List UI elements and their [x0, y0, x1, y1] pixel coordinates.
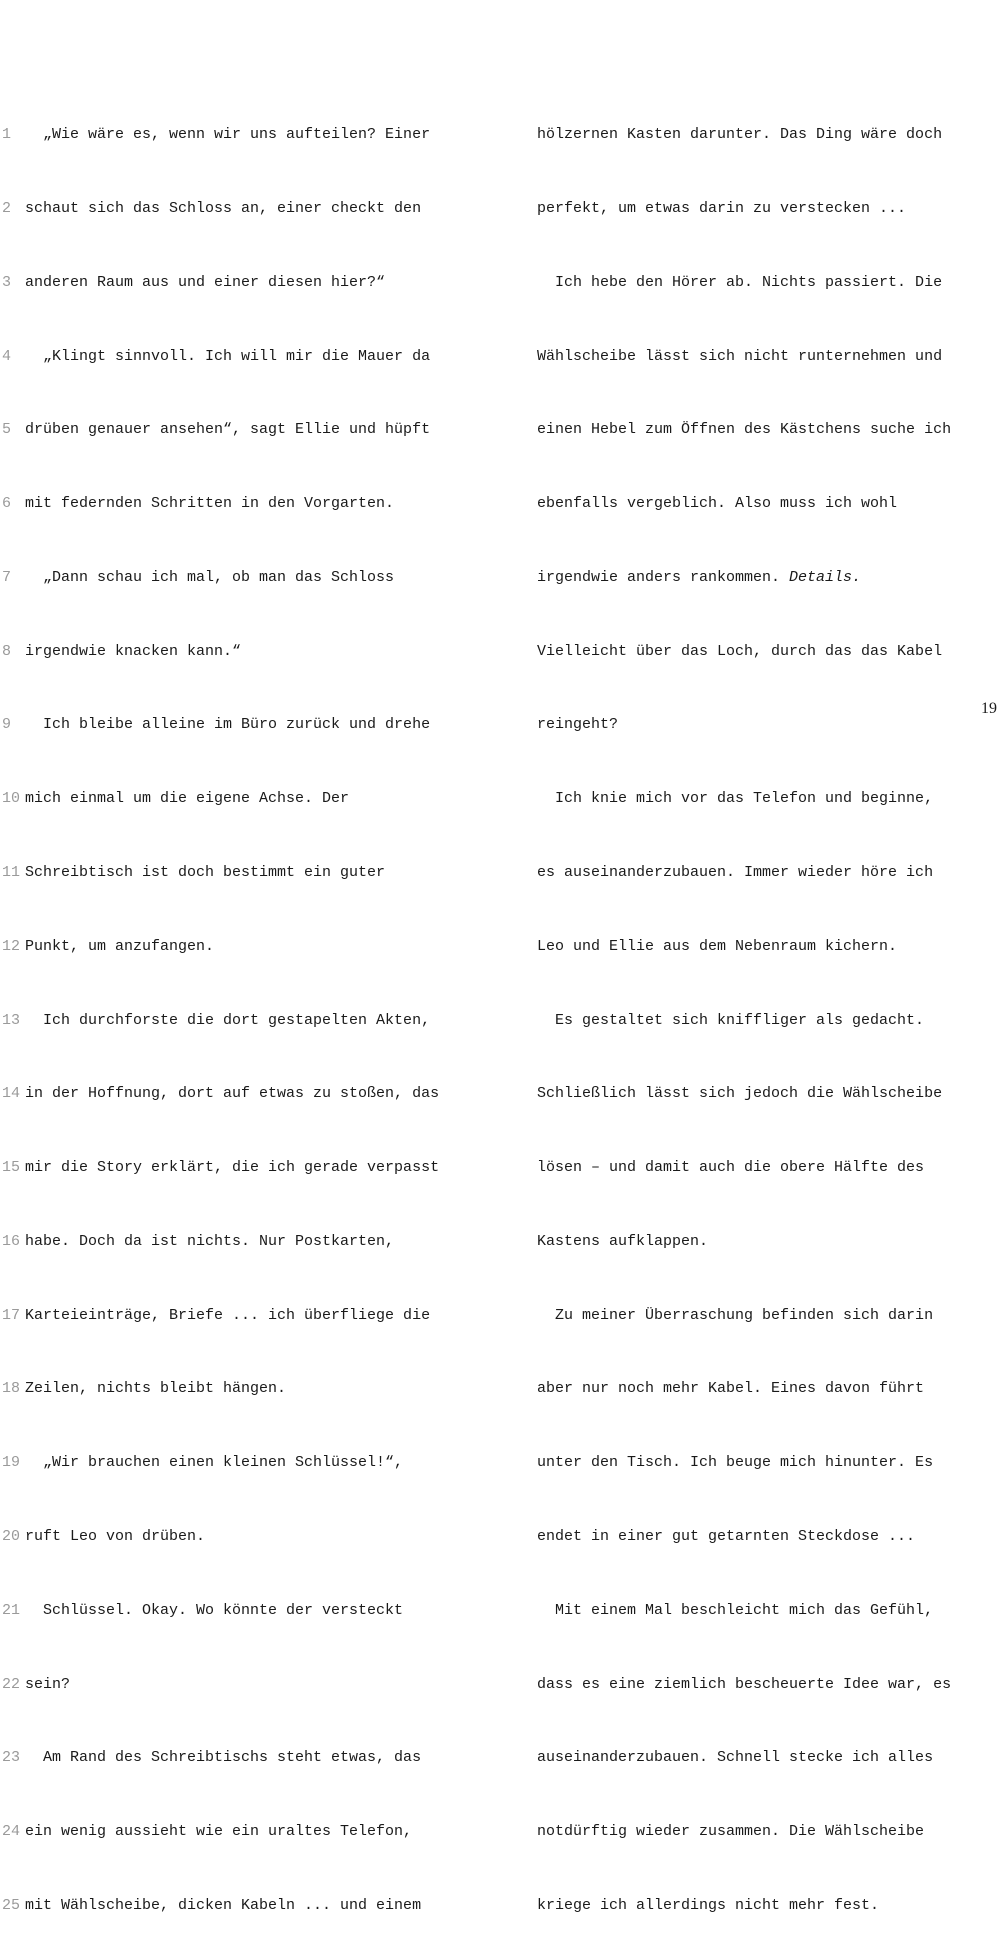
line-text: sein? [25, 1675, 71, 1693]
line-number: 17 [2, 1306, 21, 1324]
text-line [0, 713, 500, 738]
line-text-italic: Details. [789, 568, 862, 586]
text-line [0, 1082, 500, 1107]
line-number: 11 [2, 864, 21, 881]
text-line [537, 1377, 997, 1402]
line-text-plain: irgendwie anders rankommen. [537, 568, 790, 586]
text-line [0, 345, 500, 370]
text-line [0, 1746, 500, 1771]
line-number: 6 [2, 495, 12, 513]
line-text: Ich hebe den Hörer ab. Nichts passiert. Die [537, 273, 943, 291]
text-line [537, 1082, 997, 1107]
text-line [0, 1451, 500, 1476]
text-line [537, 566, 997, 591]
text-line [537, 1156, 997, 1181]
text-line [0, 1230, 500, 1255]
line-number: 16 [2, 1232, 21, 1250]
line-number: 21 [2, 1601, 21, 1619]
text-line [537, 1673, 997, 1698]
line-text: Ich knie mich vor das Telefon und beginne, [537, 790, 934, 808]
line-text: Vielleicht über das Loch, durch das das Kabel [537, 642, 943, 660]
line-text: kriege ich allerdings nicht mehr fest. [537, 1896, 880, 1914]
line-text: mir die Story erklärt, die ich gerade verpasst [25, 1159, 440, 1177]
line-number: 18 [2, 1380, 21, 1398]
line-text: Karteieinträge, Briefe ... ich überfliege die [25, 1306, 431, 1324]
left-column [0, 74, 500, 1943]
text-line [0, 640, 500, 665]
text-line [0, 271, 500, 296]
line-number: 23 [2, 1749, 21, 1767]
line-number: 10 [2, 790, 21, 808]
line-number: 5 [2, 421, 12, 439]
line-text: Schreibtisch ist doch bestimmt ein guter [25, 864, 386, 881]
text-line [537, 345, 997, 370]
text-line [0, 787, 500, 812]
text-line [537, 1525, 997, 1550]
page-number: 19 [981, 700, 997, 717]
text-line [0, 935, 500, 960]
line-text: in der Hoffnung, dort auf etwas zu stoßen, das [25, 1085, 440, 1103]
line-text: Ich bleibe alleine im Büro zurück und drehe [25, 716, 431, 734]
line-text [537, 566, 997, 591]
line-text: mich einmal um die eigene Achse. Der [25, 790, 350, 808]
text-line [537, 640, 997, 665]
text-line [537, 1230, 997, 1255]
text-line [0, 1009, 500, 1034]
text-line [537, 935, 997, 960]
text-line [537, 1746, 997, 1771]
line-text: Zu meiner Überraschung befinden sich darin [537, 1306, 934, 1324]
line-number: 19 [2, 1454, 21, 1472]
text-line [537, 123, 997, 148]
text-line [0, 1599, 500, 1624]
line-text: schaut sich das Schloss an, einer checkt den [25, 199, 422, 217]
line-text: anderen Raum aus und einer diesen hier?“ [25, 273, 386, 291]
line-text: Mit einem Mal beschleicht mich das Gefühl, [537, 1601, 934, 1619]
line-text: aber nur noch mehr Kabel. Eines davon führt [537, 1380, 925, 1398]
line-text: endet in einer gut getarnten Steckdose ... [537, 1528, 916, 1546]
line-text: ruft Leo von drüben. [25, 1528, 206, 1546]
line-text: „Wie wäre es, wenn wir uns aufteilen? Einer [25, 126, 431, 144]
line-text: perfekt, um etwas darin zu verstecken ... [537, 199, 907, 217]
line-text: Leo und Ellie aus dem Nebenraum kichern. [537, 937, 898, 955]
text-line [537, 492, 997, 517]
line-number: 2 [2, 199, 12, 217]
line-text: Punkt, um anzufangen. [25, 937, 215, 955]
line-number: 12 [2, 937, 21, 955]
text-line [0, 1820, 500, 1845]
line-text: irgendwie knacken kann.“ [25, 642, 242, 660]
right-column [537, 74, 997, 1943]
text-line [0, 123, 500, 148]
text-line [537, 787, 997, 812]
line-number: 3 [2, 273, 12, 291]
text-line [537, 1894, 997, 1919]
line-text: Schließlich lässt sich jedoch die Wählscheibe [537, 1085, 943, 1103]
line-text: Es gestaltet sich kniffliger als gedacht. [537, 1011, 925, 1029]
line-number: 8 [2, 642, 12, 660]
line-number: 4 [2, 347, 12, 365]
text-line [537, 713, 997, 738]
line-number: 14 [2, 1085, 21, 1103]
text-line [537, 1304, 997, 1329]
line-text: Kastens aufklappen. [537, 1232, 709, 1250]
line-number: 9 [2, 716, 12, 734]
text-line [537, 1599, 997, 1624]
line-number: 15 [2, 1159, 21, 1177]
line-text: lösen – und damit auch die obere Hälfte des [537, 1159, 925, 1177]
line-text: „Klingt sinnvoll. Ich will mir die Mauer da [25, 347, 431, 365]
line-number: 1 [2, 126, 12, 144]
text-line [0, 1377, 500, 1402]
line-text: notdürftig wieder zusammen. Die Wählscheibe [537, 1823, 925, 1841]
text-line [0, 1525, 500, 1550]
line-number: 25 [2, 1896, 21, 1914]
text-line [0, 566, 500, 591]
line-number: 24 [2, 1823, 21, 1841]
text-line [0, 1156, 500, 1181]
line-text: Wählscheibe lässt sich nicht runternehmen und [537, 347, 943, 365]
line-text: drüben genauer ansehen“, sagt Ellie und hüpft [25, 421, 431, 439]
line-number: 13 [2, 1011, 21, 1029]
line-text: es auseinanderzubauen. Immer wieder höre ich [537, 864, 934, 881]
text-line [0, 1894, 500, 1919]
text-line [0, 492, 500, 517]
text-line [0, 1673, 500, 1698]
line-text: „Wir brauchen einen kleinen Schlüssel!“, [25, 1454, 404, 1472]
line-text: auseinanderzubauen. Schnell stecke ich alles [537, 1749, 934, 1767]
line-text: unter den Tisch. Ich beuge mich hinunter. Es [537, 1454, 934, 1472]
text-line [537, 1451, 997, 1476]
line-text: Ich durchforste die dort gestapelten Akten, [25, 1011, 431, 1029]
line-text: ein wenig aussieht wie ein uraltes Telefon, [25, 1823, 413, 1841]
text-line [537, 1820, 997, 1845]
line-number: 22 [2, 1675, 21, 1693]
line-text: dass es eine ziemlich bescheuerte Idee war, es [537, 1675, 952, 1693]
line-text: habe. Doch da ist nichts. Nur Postkarten, [25, 1232, 395, 1250]
text-line [537, 197, 997, 222]
line-text: Schlüssel. Okay. Wo könnte der versteckt [25, 1601, 404, 1619]
line-number: 7 [2, 568, 12, 586]
line-text: „Dann schau ich mal, ob man das Schloss [25, 568, 395, 586]
text-line [537, 861, 997, 886]
text-line [0, 1304, 500, 1329]
line-text: ebenfalls vergeblich. Also muss ich wohl [537, 495, 898, 513]
line-text: mit Wählscheibe, dicken Kabeln ... und einem [25, 1896, 422, 1914]
line-text: Zeilen, nichts bleibt hängen. [25, 1380, 287, 1398]
text-line [537, 1009, 997, 1034]
line-text: einen Hebel zum Öffnen des Kästchens suche ich [537, 421, 952, 439]
text-line [0, 861, 500, 886]
line-number: 20 [2, 1528, 21, 1546]
text-line [537, 418, 997, 443]
line-text: reingeht? [537, 716, 619, 734]
text-line [537, 271, 997, 296]
line-text: hölzernen Kasten darunter. Das Ding wäre doch [537, 126, 943, 144]
text-line [0, 418, 500, 443]
line-text: Am Rand des Schreibtischs steht etwas, das [25, 1749, 422, 1767]
line-text: mit federnden Schritten in den Vorgarten. [25, 495, 395, 513]
text-line [0, 197, 500, 222]
